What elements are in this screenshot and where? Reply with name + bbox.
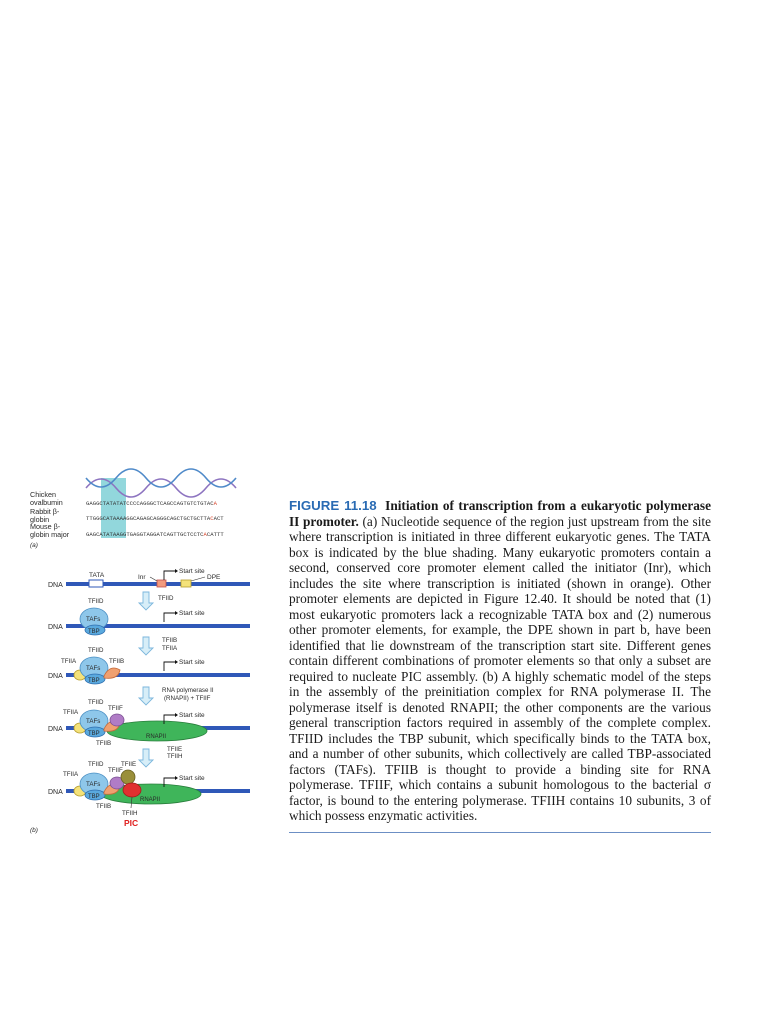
tfiih-shape — [123, 783, 141, 797]
step-arrow-1 — [139, 592, 174, 610]
part-label-b: (b) — [30, 827, 38, 834]
dpe-pointer — [191, 577, 205, 581]
panel-b — [30, 568, 250, 834]
seq-tata-box: ATAAGG — [106, 531, 127, 538]
tfiid-label: TFIID — [88, 699, 104, 706]
tbp-label: TBP — [88, 629, 100, 635]
step-4-factor-label-a: TFIIE — [167, 746, 183, 753]
species-label-chicken-2: ovalbumin — [30, 498, 63, 507]
step-5-preinitiation-complex — [48, 761, 250, 828]
panel-a — [30, 469, 236, 549]
sequence-chicken — [86, 500, 218, 507]
tafs-label: TAFs — [86, 616, 101, 623]
seq-end: ACT — [213, 515, 224, 522]
tfiib-label: TFIIB — [109, 658, 125, 665]
tfiif-label: TFIIF — [108, 705, 123, 712]
tfiib-label: TFIIB — [96, 803, 112, 810]
species-label-mouse-2: globin major — [30, 530, 70, 539]
figure-number: FIGURE 11.18 — [289, 498, 377, 513]
tfiib-label: TFIIB — [96, 740, 112, 747]
tafs-label: TAFs — [86, 781, 101, 788]
tfiif-label: TFIIF — [108, 767, 123, 774]
figure-title: Initiation of transcription from a eukaryotic polymerase II promoter. — [289, 498, 711, 529]
step-4-rnapii-bound — [48, 699, 250, 747]
start-site-label: Start site — [179, 775, 205, 782]
tfiid-label: TFIID — [88, 761, 104, 768]
start-site-label: Start site — [179, 610, 205, 617]
seq-pre: GAGGC — [86, 500, 103, 507]
caption-rule — [289, 832, 711, 833]
seq-post: CCCCAGGGCTCAGCCAGTGTCTGTAC — [126, 500, 214, 507]
seq-end: CATTT — [206, 531, 224, 538]
step-1-factor-label: TFIID — [158, 595, 174, 602]
tfiid-label: TFIID — [88, 647, 104, 654]
tfiia-label: TFIIA — [63, 771, 79, 778]
inr-pointer — [150, 577, 157, 581]
dna-label: DNA — [48, 673, 63, 680]
inr-element — [157, 580, 166, 587]
tafs-label: TAFs — [86, 665, 101, 672]
pic-label: PIC — [124, 818, 139, 828]
tata-element — [89, 580, 103, 587]
start-site-arrow — [164, 613, 175, 622]
seq-inr-highlight: A — [203, 531, 207, 538]
rnapii-label: RNAPII — [140, 797, 161, 803]
tfiif-shape — [110, 714, 124, 726]
seq-tata-box: TATATAT — [102, 500, 127, 507]
seq-pre: GAGCAT — [86, 531, 107, 538]
seq-tata-box: ATAAAAG — [106, 515, 130, 522]
dna-label: DNA — [48, 582, 63, 589]
dna-label: DNA — [48, 726, 63, 733]
tata-label: TATA — [89, 572, 105, 579]
start-site-label: Start site — [179, 712, 205, 719]
sequence-mouse — [86, 531, 224, 538]
tfiia-label: TFIIA — [61, 658, 77, 665]
dna-label: DNA — [48, 789, 63, 796]
step-2-factor-label-b: TFIIA — [162, 645, 178, 652]
tbp-label: TBP — [88, 678, 100, 684]
dpe-label: DPE — [207, 574, 221, 581]
seq-inr-highlight: A — [213, 500, 217, 507]
figure-caption-body: (a) Nucleotide sequence of the region just upstream from the site where transcription is initiated in three different eukaryotic genes. The TATA box is indicated by the blue shading. Many eukaryotic promoters contain a second, conserved core promoter element called the initiator (Inr), which includes the site where transcription is initiated (shown in orange). Other promoter elements are depicted in Figure 12.40. It should be noted that (1) most eukaryotic promoters lack a recognizable TATA box and (2) numerous other promoter elements, for example, the DPE shown in part b, have been identified that lie downstream of the transcription start site. Different genes contain different combinations of promoter elements so that only a subset are required to nucleate PIC assembly. (b) A highly schematic model of the steps in the assembly of the preinitiation complex for RNA polymerase II. The polymerase itself is denoted RNAPII; the other components are the various general transcription factors required in assembly of the complete complex. TFIID includes the TBP subunit, which specifically binds to the TATA box, and a number of other subunits, which collectively are called TBP-associated factors (TAFs). TFIIB is thought to provide a binding site for RNA polymerase. TFIIF, which contains a subunit homologous to the bacterial σ factor, is bound to the entering polymerase. TFIIH contains 10 subunits, 3 of which possess enzymatic activities. — [289, 513, 711, 823]
tfiih-label: TFIIH — [122, 810, 138, 817]
tfiia-label: TFIIA — [63, 709, 79, 716]
tfiie-shape — [121, 770, 135, 784]
rnapii-label: RNAPII — [146, 734, 167, 740]
step-3-factor-label-b: (RNAPII) + TFIIF — [164, 695, 211, 702]
seq-pre: TTGGGC — [86, 515, 107, 522]
step-arrow-3 — [139, 687, 214, 705]
step-arrow-4 — [139, 746, 182, 767]
tbp-label: TBP — [88, 794, 100, 800]
tfiie-label: TFIIE — [121, 761, 137, 768]
step-1-promoter — [48, 568, 250, 589]
sequence-rabbit — [86, 515, 224, 522]
start-site-arrow — [164, 571, 175, 580]
dpe-element — [181, 580, 191, 587]
species-label-rabbit-1: Rabbit β- — [30, 507, 60, 516]
inr-label: Inr — [138, 574, 146, 581]
step-arrow-2 — [139, 637, 178, 655]
start-site-label: Start site — [179, 568, 205, 575]
dna-label: DNA — [48, 624, 63, 631]
tfiid-label: TFIID — [88, 598, 104, 605]
figure-caption — [289, 498, 711, 824]
species-label-chicken-1: Chicken — [30, 490, 56, 499]
part-label-a: (a) — [30, 542, 38, 549]
seq-inr-highlight: C — [210, 515, 214, 522]
step-4-factor-label-b: TFIIH — [167, 753, 183, 760]
step-3-factor-label-a: RNA polymerase II — [162, 687, 214, 694]
start-site-label: Start site — [179, 659, 205, 666]
start-site-arrow — [164, 662, 175, 671]
seq-post: GCAGAGCAGGGCAGCTGCTGCTTA — [129, 515, 211, 522]
species-label-rabbit-2: globin — [30, 515, 50, 524]
tbp-label: TBP — [88, 731, 100, 737]
tafs-label: TAFs — [86, 718, 101, 725]
species-label-mouse-1: Mouse β- — [30, 522, 61, 531]
step-2-factor-label-a: TFIIB — [162, 637, 178, 644]
seq-post: TGAGGTAGGATCAGTTGCTCCTC — [126, 531, 204, 538]
